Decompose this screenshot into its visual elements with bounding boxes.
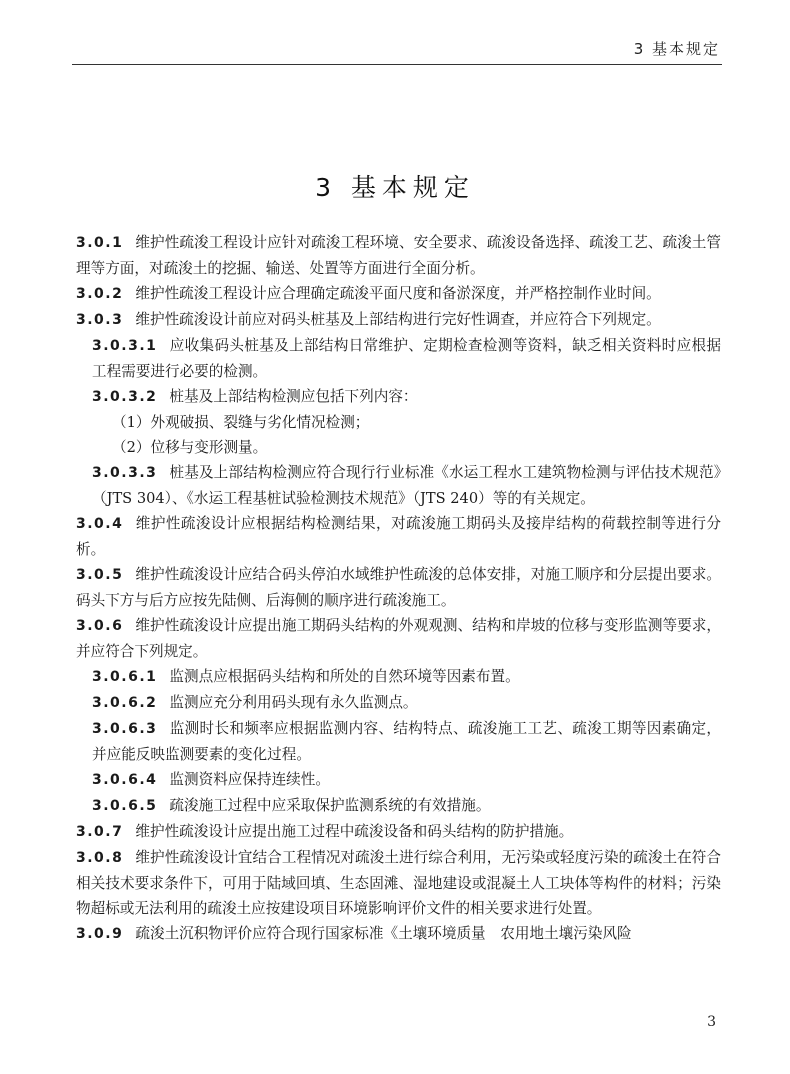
clause-number: 3.0.6.5	[92, 798, 158, 814]
clause-number: 3.0.3.3	[92, 465, 158, 481]
clause-number: 3.0.7	[76, 824, 124, 840]
clause-text: 监测资料应保持连续性。	[169, 771, 330, 788]
clause-number: 3.0.6.1	[92, 669, 158, 685]
clause-list	[76, 230, 721, 947]
clause-3-0-2	[76, 281, 721, 307]
running-header: 3 基本规定	[633, 40, 720, 58]
clause-text: 应收集码头桩基及上部结构日常维护、定期检查检测等资料，缺乏相关资料时应根据工程需要进行必要的检测。	[92, 337, 721, 380]
clause-text: 疏浚土沉积物评价应符合现行国家标准《土壤环境质量 农用地土壤污染风险	[135, 925, 632, 942]
clause-text: 监测点应根据码头结构和所处的自然环境等因素布置。	[169, 668, 520, 685]
clause-3-0-3-2	[76, 384, 721, 410]
clause-number: 3.0.5	[76, 567, 124, 583]
list-item	[76, 435, 721, 460]
clause-text: 维护性疏浚设计应根据结构检测结果，对疏浚施工期码头及接岸结构的荷载控制等进行分析。	[76, 515, 721, 558]
clause-3-0-5	[76, 562, 721, 613]
clause-text: 监测应充分利用码头现有永久监测点。	[169, 694, 418, 711]
page-number: 3	[707, 1014, 716, 1030]
clause-number: 3.0.3.1	[92, 338, 158, 354]
clause-number: 3.0.6.4	[92, 772, 158, 788]
clause-text: 桩基及上部结构检测应包括下列内容：	[169, 388, 418, 405]
clause-3-0-6-5	[76, 793, 721, 819]
clause-text: 维护性疏浚设计前应对码头桩基及上部结构进行完好性调查，并应符合下列规定。	[135, 311, 661, 328]
clause-3-0-7	[76, 819, 721, 845]
list-item-text: （2）位移与变形测量。	[112, 439, 268, 456]
clause-3-0-3-1	[76, 333, 721, 384]
list-item-text: （1）外观破损、裂缝与劣化情况检测；	[112, 414, 370, 431]
clause-number: 3.0.8	[76, 850, 124, 866]
clause-number: 3.0.3.2	[92, 389, 158, 405]
clause-3-0-4	[76, 511, 721, 562]
clause-3-0-6-4	[76, 767, 721, 793]
clause-3-0-6	[76, 613, 721, 664]
clause-3-0-1	[76, 230, 721, 281]
clause-number: 3.0.1	[76, 235, 124, 251]
clause-number: 3.0.9	[76, 926, 124, 942]
clause-number: 3.0.6	[76, 618, 124, 634]
clause-3-0-8	[76, 845, 721, 921]
clause-3-0-9	[76, 921, 721, 947]
clause-text: 维护性疏浚设计应结合码头停泊水域维护性疏浚的总体安排，对施工顺序和分层提出要求。码头下方与后方应按先陆侧、后海侧的顺序进行疏浚施工。	[76, 566, 721, 609]
clause-number: 3.0.3	[76, 312, 124, 328]
clause-number: 3.0.6.3	[92, 721, 158, 737]
clause-text: 桩基及上部结构检测应符合现行行业标准《水运工程水工建筑物检测与评估技术规范》（JTS 304）、《水运工程基桩试验检测技术规范》（JTS 240）等的有关规定。	[92, 464, 721, 507]
chapter-title: 3 基本规定	[315, 173, 475, 202]
clause-text: 维护性疏浚工程设计应合理确定疏浚平面尺度和备淤深度，并严格控制作业时间。	[135, 285, 661, 302]
clause-number: 3.0.2	[76, 286, 124, 302]
clause-number: 3.0.4	[76, 516, 124, 532]
clause-text: 监测时长和频率应根据监测内容、结构特点、疏浚施工工艺、疏浚工期等因素确定，并应能反映监测要素的变化过程。	[92, 720, 721, 763]
clause-3-0-6-1	[76, 664, 721, 690]
clause-3-0-3	[76, 307, 721, 333]
clause-number: 3.0.6.2	[92, 695, 158, 711]
clause-3-0-6-3	[76, 716, 721, 767]
clause-text: 维护性疏浚设计应提出施工期码头结构的外观观测、结构和岸坡的位移与变形监测等要求，并应符合下列规定。	[76, 617, 721, 660]
clause-3-0-3-3	[76, 460, 721, 511]
clause-text: 维护性疏浚工程设计应针对疏浚工程环境、安全要求、疏浚设备选择、疏浚工艺、疏浚土管理等方面，对疏浚土的挖掘、输送、处置等方面进行全面分析。	[76, 234, 721, 277]
header-divider	[72, 64, 722, 65]
clause-text: 疏浚施工过程中应采取保护监测系统的有效措施。	[169, 797, 491, 814]
list-item	[76, 410, 721, 435]
clause-3-0-6-2	[76, 690, 721, 716]
clause-text: 维护性疏浚设计宜结合工程情况对疏浚土进行综合利用，无污染或轻度污染的疏浚土在符合相关技术要求条件下，可用于陆域回填、生态固滩、湿地建设或混凝土人工块体等构件的材料；污染物超标或无法利用的疏浚土应按建设项目环境影响评价文件的相关要求进行处置。	[76, 849, 721, 917]
clause-text: 维护性疏浚设计应提出施工过程中疏浚设备和码头结构的防护措施。	[135, 823, 574, 840]
